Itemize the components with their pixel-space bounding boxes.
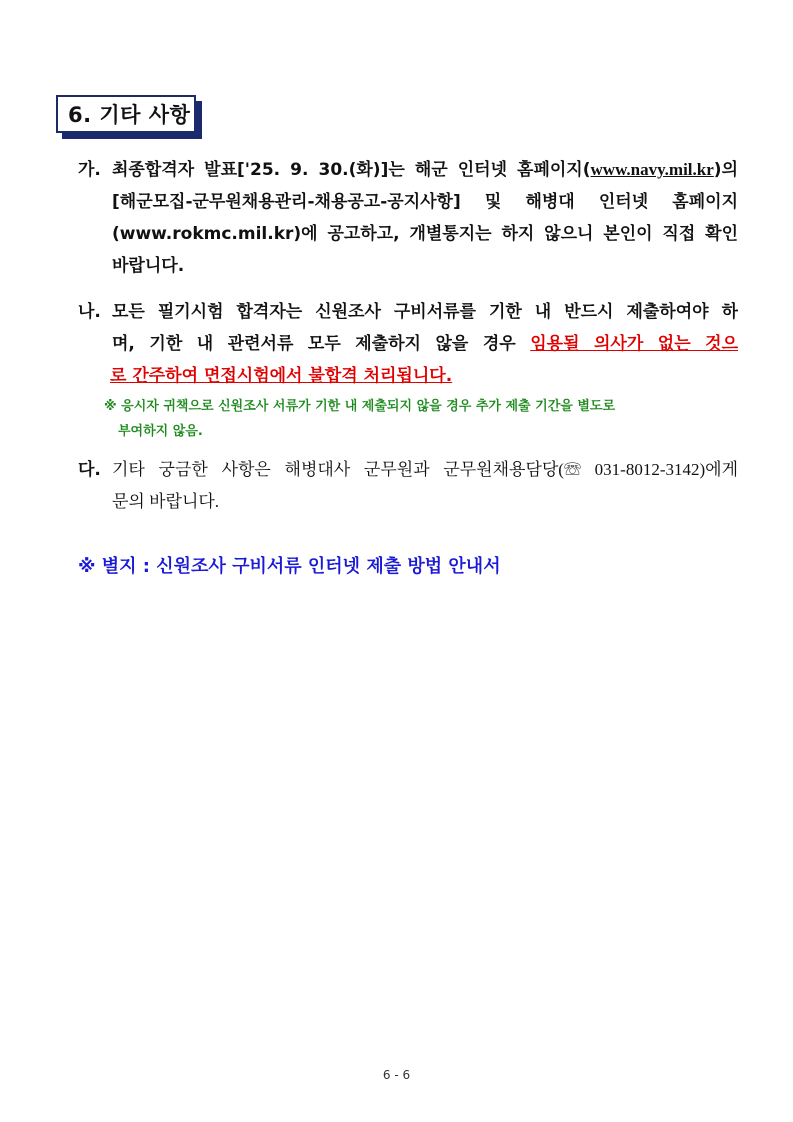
item-ga-body <box>112 154 738 282</box>
note-line-2: 부여하지 않음. <box>118 424 203 439</box>
item-na <box>78 296 738 392</box>
item-na-line-1: 모든 필기시험 합격자는 신원조사 구비서류를 기한 내 반드시 제출하여야 하 <box>112 302 738 322</box>
item-ga-line-2: [해군모집-군무원채용관리-채용공고-공지사항] 및 해병대 인터넷 홈페이지 <box>112 192 738 212</box>
item-na-text: 며, 기한 내 관련서류 모두 제출하지 않을 경우 <box>112 334 531 354</box>
item-da-line-2: 문의 바랍니다. <box>112 492 220 511</box>
item-na-body <box>112 296 738 360</box>
item-da-marker: 다. <box>78 460 101 480</box>
item-ga-suffix: )의 <box>713 160 738 180</box>
page-number: 6 - 6 <box>382 1068 411 1082</box>
warning-text: 임용될 의사가 없는 것으 <box>530 334 738 354</box>
item-da <box>78 454 738 518</box>
item-da-line-1: 기타 궁금한 사항은 해병대사 군무원과 군무원채용담당(☏ 031-8012-3142)에게 <box>112 460 738 479</box>
navy-website-link[interactable]: www.navy.mil.kr <box>590 160 714 179</box>
item-ga-line-1 <box>112 154 738 186</box>
section-title: 6. 기타 사항 <box>68 103 191 127</box>
item-na-line-2 <box>112 328 738 360</box>
item-ga <box>78 154 738 282</box>
appendix-notice: ※ 별지 : 신원조사 구비서류 인터넷 제출 방법 안내서 <box>78 556 501 577</box>
item-na-line-3-warning: 로 간주하여 면접시험에서 불합격 처리됩니다. <box>110 366 453 386</box>
item-ga-line-4: 바랍니다. <box>112 256 185 276</box>
item-da-body <box>112 454 738 518</box>
green-note <box>104 394 744 444</box>
item-na-marker: 나. <box>78 302 101 322</box>
item-ga-line-3: (www.rokmc.mil.kr)에 공고하고, 개별통지는 하지 않으니 본인이 직접 확인 <box>112 224 738 244</box>
section-heading-box <box>56 95 196 133</box>
item-ga-text: 최종합격자 발표['25. 9. 30.(화)]는 해군 인터넷 홈페이지( <box>112 160 591 180</box>
item-ga-marker: 가. <box>78 160 101 180</box>
note-line-1: ※ 응시자 귀책으로 신원조사 서류가 기한 내 제출되지 않을 경우 추가 제출 기간을 별도로 <box>104 399 616 414</box>
